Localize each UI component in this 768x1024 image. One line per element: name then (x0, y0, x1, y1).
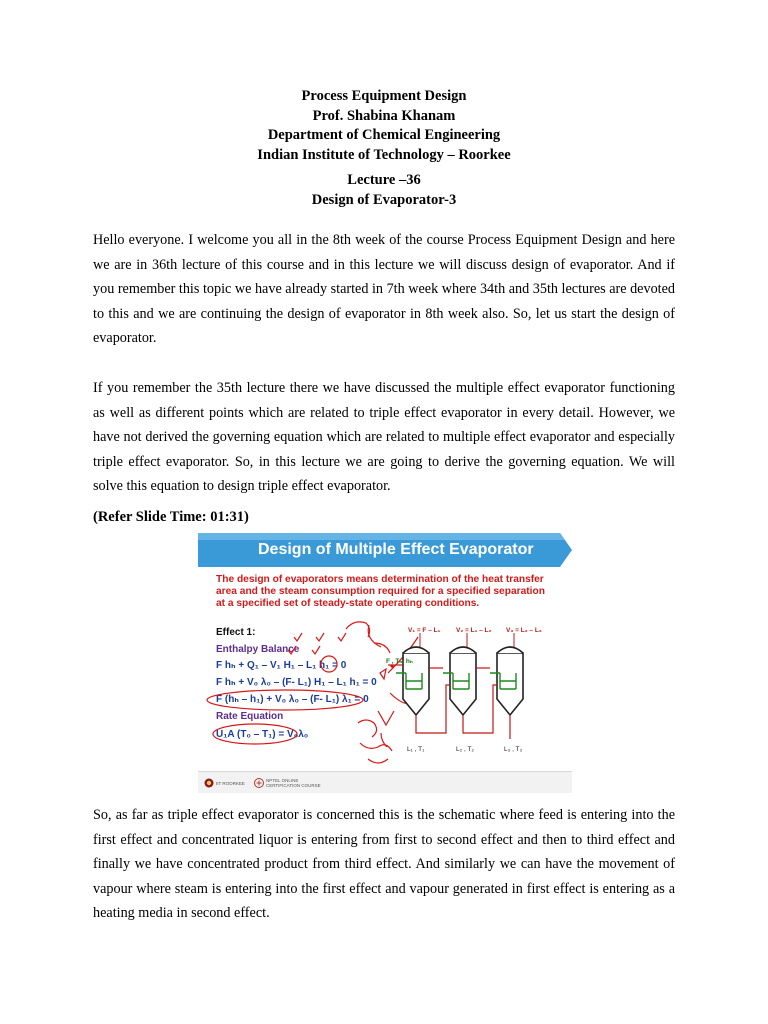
evaporator-schematic (198, 533, 572, 771)
feed-label: F , Tₕ, hₕ (386, 658, 413, 665)
slide-footer (198, 771, 572, 793)
footer-iit-roorkee: IIT ROORKEE (216, 781, 245, 786)
equation-2: F hₕ + V₀ λ₀ – (F- L₁) H₁ – L₁ h₁ = 0 (216, 677, 377, 688)
course-title: Process Equipment Design (301, 88, 467, 104)
slide-title: Design of Multiple Effect Evaporator (258, 541, 534, 558)
product-label-2: L₂ , T₂ (456, 746, 474, 753)
circle-annotation-rate (213, 724, 297, 744)
nptel-logo (254, 778, 264, 788)
refer-slide-time: (Refer Slide Time: 01:31) (93, 509, 249, 525)
professor-name: Prof. Shabina Khanam (312, 107, 456, 124)
lecture-number: Lecture –36 (347, 172, 421, 188)
vapour-label-2: V₂ = L₁ – L₂ (456, 627, 492, 634)
lecture-header (0, 171, 768, 210)
slide-intro-text: The design of evaporators means determination of the heat transfer area and the steam consumption required for a specified separation at a specified set of steady-state operating conditions. (216, 574, 545, 609)
document-header (0, 87, 768, 165)
equation-3: F (hₕ – h₁) + V₀ λ₀ – (F- L₁) λ₁ = 0 (216, 694, 369, 705)
institute-name: Indian Institute of Technology – Roorkee (257, 146, 511, 163)
enthalpy-heading: Enthalpy Balance (216, 644, 300, 655)
vapour-label-1: V₁ = F – L₁ (408, 627, 441, 634)
lecture-slide (198, 533, 572, 793)
paragraph-schematic-description: So, as far as triple effect evaporator is concerned this is the schematic where feed is entering into the first effect and concentrated liquor is entering from first to second effect and then to third effect and finally we have concentrated product from third effect. And similarly we can have the movement of vapour where steam is entering into the first effect and vapour generated in first effect is entering as a heating media in second effect. (93, 807, 675, 922)
iit-roorkee-logo (204, 778, 214, 788)
footer-nptel-online: NPTEL ONLINE (266, 778, 299, 783)
vessel-effect-3 (497, 653, 523, 715)
vessel-effect-2 (450, 653, 476, 715)
equation-1: F hₕ + Q₁ – V₁ H₁ – L₁ h₁ = 0 (216, 660, 347, 671)
product-label-1: L₁ , T₁ (407, 746, 425, 753)
department-name: Department of Chemical Engineering (267, 127, 501, 143)
equation-4: U₁A (T₀ – T₁) = V₀λ₀ (216, 729, 309, 740)
product-label-3: L₃ , T₃ (504, 746, 523, 753)
lecture-topic: Design of Evaporator-3 (311, 191, 457, 208)
effect-heading: Effect 1: (216, 627, 256, 638)
circle-annotation-h1 (321, 656, 337, 672)
footer-certification-course: CERTIFICATION COURSE (266, 783, 321, 788)
paragraph-intro: Hello everyone. I welcome you all in the 8th week of the course Process Equipment Design and here we are in 36th lecture of this course and in this lecture we will discuss design of evaporator. And if you remember this topic we have already started in 7th week where 34th and 35th lectures are devoted to this and we are continuing the design of evaporator in 8th week also. So, let us start the design of evaporator. (93, 232, 675, 347)
circle-annotation-equation (207, 690, 363, 710)
paragraph-lecture-35-recap: If you remember the 35th lecture there we have discussed the multiple effect evaporator functioning as well as different points which are related to triple effect evaporator in every detail. However, we have not derived the governing equation which are related to multiple effect evaporator and especially triple effect evaporator. So, in this lecture we are going to derive the governing equation. We will solve this equation to design triple effect evaporator. (93, 380, 675, 495)
vapour-label-3: V₃ = L₂ – L₃ (506, 627, 542, 634)
rate-heading: Rate Equation (216, 711, 284, 722)
